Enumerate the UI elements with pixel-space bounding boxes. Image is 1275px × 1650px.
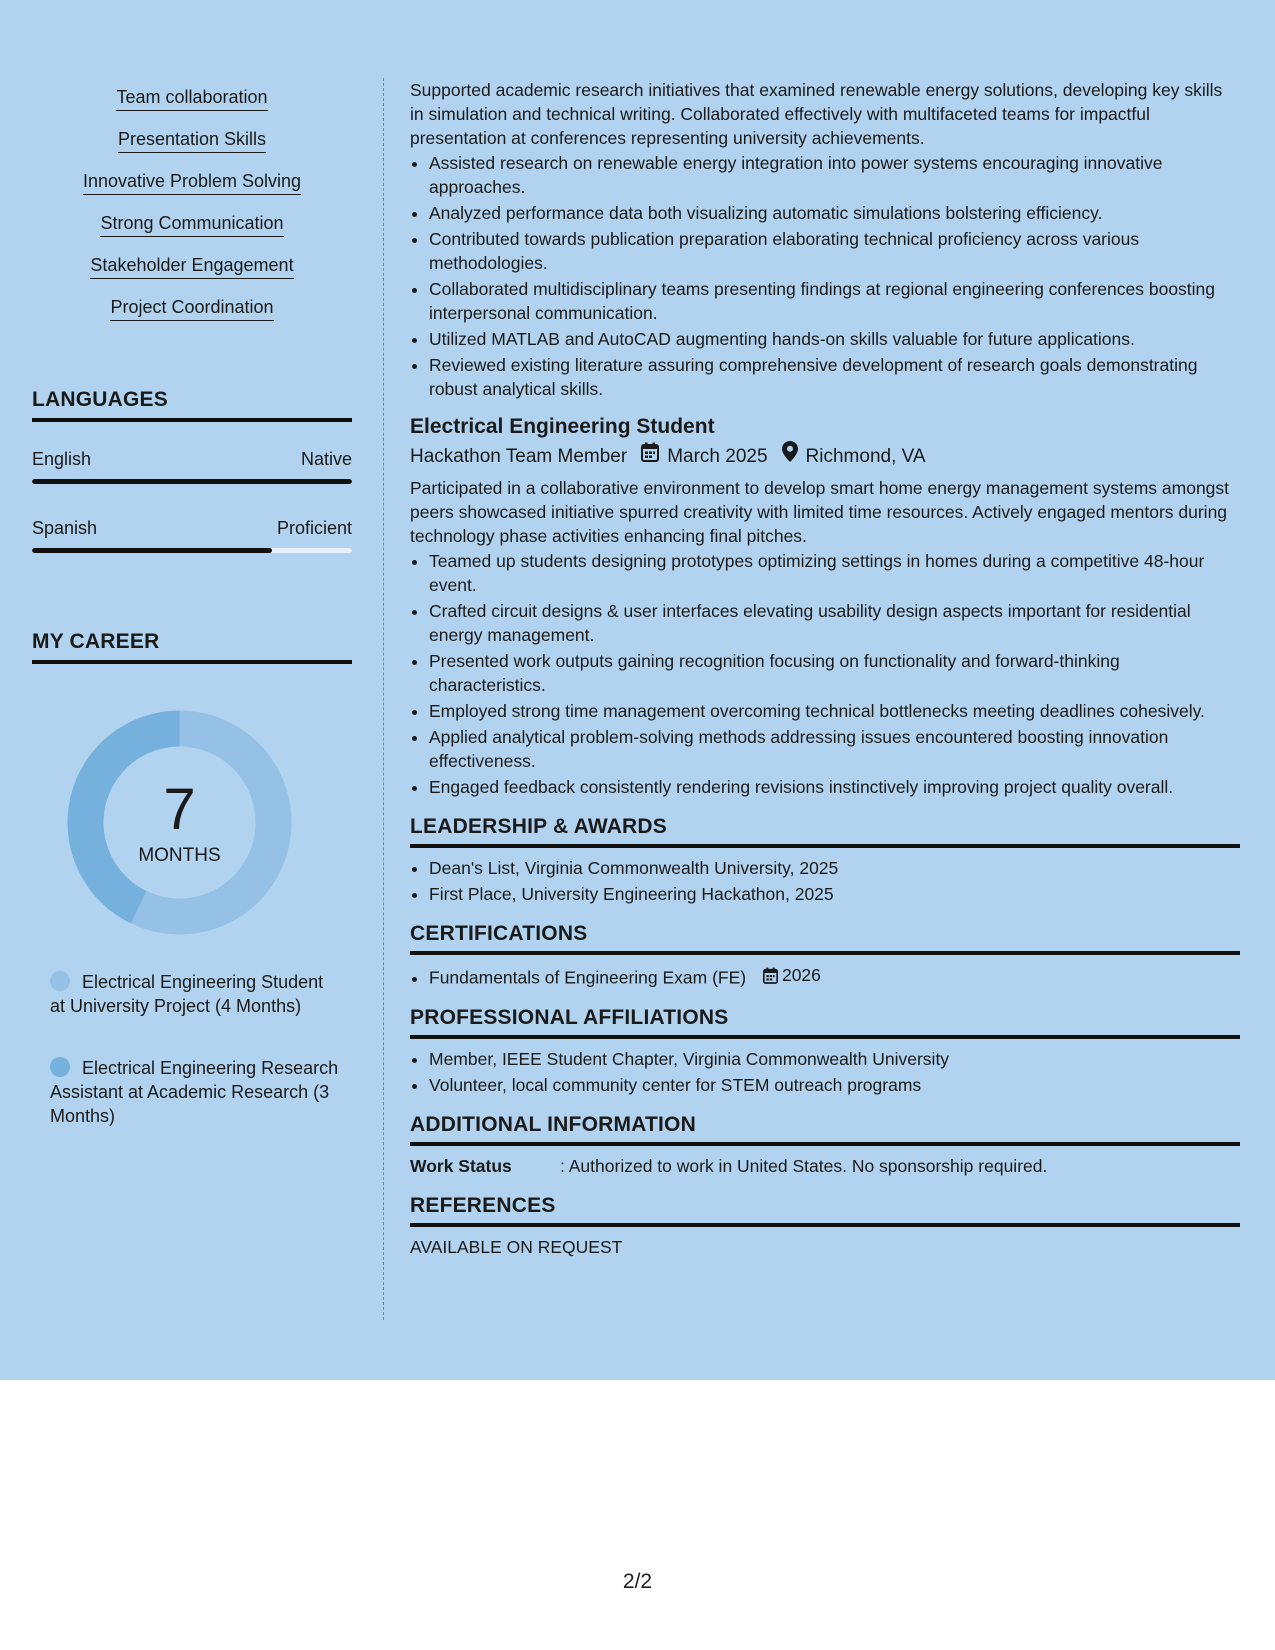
work-status-row xyxy=(410,1154,1240,1178)
calendar-icon xyxy=(641,442,659,472)
skill-item: Stakeholder Engagement xyxy=(90,254,293,279)
affiliations-list xyxy=(410,1047,1240,1097)
language-english xyxy=(32,449,352,484)
list-item: • Employed strong time management overcoming technical bottlenecks meeting deadlines cohesively. xyxy=(429,699,1240,723)
references-title: REFERENCES xyxy=(410,1192,1240,1227)
calendar-icon xyxy=(763,967,778,984)
awards-list xyxy=(410,856,1240,906)
certifications-list xyxy=(410,963,1240,990)
list-item: • Collaborated multidisciplinary teams presenting findings at regional engineering conferences boosting interpersonal communication. xyxy=(429,277,1240,325)
list-item: • Reviewed existing literature assuring comprehensive development of research goals demonstrating robust analytical skills. xyxy=(429,353,1240,401)
cert-date xyxy=(763,963,821,987)
language-spanish xyxy=(32,518,352,553)
location-pin-icon xyxy=(782,441,798,472)
language-bar-fill xyxy=(32,548,272,553)
legend-dot xyxy=(50,1057,70,1077)
language-bar xyxy=(32,548,352,553)
career-title: MY CAREER xyxy=(32,630,352,664)
skill-item: Innovative Problem Solving xyxy=(83,170,301,195)
list-item xyxy=(429,963,1240,990)
list-item: • Engaged feedback consistently rendering revisions instinctively improving project quality overall. xyxy=(429,775,1240,799)
list-item: • Crafted circuit designs & user interfaces elevating usability design aspects important for residential energy management. xyxy=(429,599,1240,647)
list-item: • Utilized MATLAB and AutoCAD augmenting hands-on skills valuable for future applications. xyxy=(429,327,1240,351)
skill-item: Presentation Skills xyxy=(118,128,266,153)
language-name: Spanish xyxy=(32,518,98,538)
job-role: Hackathon Team Member xyxy=(410,445,628,467)
language-level: Native xyxy=(300,449,352,469)
list-item: • Member, IEEE Student Chapter, Virginia Commonwealth University xyxy=(429,1047,1240,1071)
job-location: Richmond, VA xyxy=(805,445,926,467)
certifications-title: CERTIFICATIONS xyxy=(410,920,1240,955)
job-meta xyxy=(410,441,1240,472)
cert-name: Fundamentals of Engineering Exam (FE) xyxy=(429,967,747,988)
list-item: • Teamed up students designing prototypes optimizing settings in homes during a competitive 48-hour event. xyxy=(429,549,1240,597)
awards-title: LEADERSHIP & AWARDS xyxy=(410,813,1240,848)
language-name: English xyxy=(32,449,92,469)
language-bar xyxy=(32,479,352,484)
career-legend-item xyxy=(50,1056,340,1128)
skill-item: Strong Communication xyxy=(100,212,283,237)
skills-list xyxy=(32,86,352,338)
list-item: • Applied analytical problem-solving methods addressing issues encountered boosting innovation effectiveness. xyxy=(429,725,1240,773)
language-level: Proficient xyxy=(276,518,352,538)
cert-year: 2026 xyxy=(781,965,821,985)
additional-info-title: ADDITIONAL INFORMATION xyxy=(410,1111,1240,1146)
work-status-value: : Authorized to work in United States. No sponsorship required. xyxy=(560,1155,1048,1176)
skill-item: Project Coordination xyxy=(110,296,273,321)
list-item: • Analyzed performance data both visualizing automatic simulations bolstering efficiency. xyxy=(429,201,1240,225)
affiliations-title: PROFESSIONAL AFFILIATIONS xyxy=(410,1004,1240,1039)
job-summary: Participated in a collaborative environment to develop smart home energy management systems amongst peers showcased initiative spurred creativity with limited time resources. Actively engaged mentors during technology phase activities enhancing final pitches. xyxy=(410,478,1230,546)
list-item: • Contributed towards publication preparation elaborating technical proficiency across various methodologies. xyxy=(429,227,1240,275)
list-item: • Assisted research on renewable energy integration into power systems encouraging innovative approaches. xyxy=(429,151,1240,199)
language-bar-fill xyxy=(32,479,352,484)
column-divider xyxy=(383,78,384,1320)
career-legend-item xyxy=(50,970,340,1018)
references-text: AVAILABLE ON REQUEST xyxy=(410,1236,623,1257)
skill-item: Team collaboration xyxy=(116,86,267,111)
legend-dot xyxy=(50,971,70,991)
experience-intro: Supported academic research initiatives that examined renewable energy solutions, developing key skills in simulation and technical writing. Collaborated effectively with multifaceted teams for impactful presentation at conferences representing university achievements. xyxy=(410,80,1223,148)
page-number: 2/2 xyxy=(622,1570,653,1593)
job-bullets xyxy=(410,549,1240,799)
main-content xyxy=(410,78,1240,1259)
list-item: • Presented work outputs gaining recognition focusing on functionality and forward-thinking characteristics. xyxy=(429,649,1240,697)
list-item: • First Place, University Engineering Hackathon, 2025 xyxy=(429,882,1240,906)
job-date: March 2025 xyxy=(667,445,768,467)
work-status-label: Work Status xyxy=(410,1155,512,1176)
career-unit: MONTHS xyxy=(138,845,221,866)
career-donut-label xyxy=(67,710,292,935)
job-title: Electrical Engineering Student xyxy=(410,415,715,438)
legend-label: Electrical Engineering Research Assistant at Academic Research (3 Months) xyxy=(50,1058,339,1126)
experience-bullets xyxy=(410,151,1240,401)
list-item: • Dean's List, Virginia Commonwealth University, 2025 xyxy=(429,856,1240,880)
career-total: 7 xyxy=(163,777,196,842)
list-item: • Volunteer, local community center for STEM outreach programs xyxy=(429,1073,1240,1097)
languages-title: LANGUAGES xyxy=(32,388,352,422)
legend-label: Electrical Engineering Student at University Project (4 Months) xyxy=(50,972,324,1016)
